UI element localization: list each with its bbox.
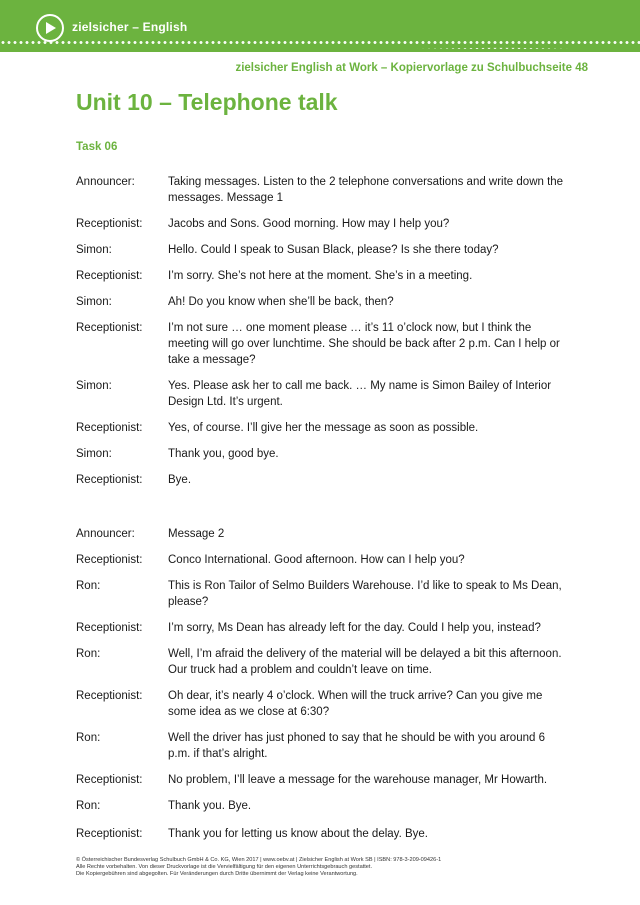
speaker: Receptionist: bbox=[76, 774, 143, 786]
speaker: Receptionist: bbox=[76, 554, 143, 566]
speaker: Receptionist: bbox=[76, 218, 143, 230]
speaker: Receptionist: bbox=[76, 690, 143, 702]
utterance: Ah! Do you know when she’ll be back, then? bbox=[168, 296, 394, 308]
utterance: Oh dear, it’s nearly 4 o’clock. When will the truck arrive? Can you give me some idea as we close at 6:30? bbox=[168, 690, 543, 718]
speaker: Simon: bbox=[76, 448, 112, 460]
utterance: Taking messages. Listen to the 2 telephone conversations and write down the messages. Message 1 bbox=[168, 176, 564, 204]
footer bbox=[76, 857, 596, 878]
utterance: I’m not sure … one moment please … it’s 11 o’clock now, but I think the meeting will go over lunchtime. She should be back after 2 p.m. Can I help or take a message? bbox=[168, 322, 560, 366]
page-title: Unit 10 – Telephone talk bbox=[76, 89, 338, 115]
speaker: Receptionist: bbox=[76, 422, 143, 434]
utterance: Hello. Could I speak to Susan Black, please? Is she there today? bbox=[168, 244, 499, 256]
utterance: I’m sorry, Ms Dean has already left for the day. Could I help you, instead? bbox=[168, 622, 541, 634]
utterance: Thank you, good bye. bbox=[168, 448, 279, 460]
speaker: Receptionist: bbox=[76, 622, 143, 634]
footer-rights: Alle Rechte vorbehalten. Von dieser Druckvorlage ist die Vervielfältigung für den eigenen Unterrichtsgebrauch gestattet. bbox=[76, 864, 373, 870]
speaker: Announcer: bbox=[76, 176, 135, 188]
speaker: Announcer: bbox=[76, 528, 135, 540]
utterance: Thank you for letting us know about the delay. Bye. bbox=[168, 828, 428, 840]
logo-play-icon bbox=[36, 14, 64, 42]
utterance: I’m sorry. She’s not here at the moment. She’s in a meeting. bbox=[168, 270, 473, 282]
brand-name: zielsicher – English bbox=[72, 20, 188, 34]
utterance: Well the driver has just phoned to say that he should be with you around 6 p.m. if that’s alright. bbox=[168, 732, 545, 760]
utterance: Jacobs and Sons. Good morning. How may I help you? bbox=[168, 218, 450, 230]
speaker: Receptionist: bbox=[76, 270, 143, 282]
utterance: Thank you. Bye. bbox=[168, 800, 252, 812]
speaker: Ron: bbox=[76, 648, 101, 660]
speaker: Receptionist: bbox=[76, 474, 143, 486]
speaker: Ron: bbox=[76, 732, 101, 744]
footer-copyright: © Österreichischer Bundesverlag Schulbuch GmbH & Co. KG, Wien 2017 | www.oebv.at | Zielsicher English at Work SB | ISBN: 978-3-209-09426-1 bbox=[76, 857, 442, 863]
speaker: Simon: bbox=[76, 380, 112, 392]
speaker: Simon: bbox=[76, 296, 112, 308]
header-wave bbox=[0, 44, 640, 56]
utterance: Yes. Please ask her to call me back. … My name is Simon Bailey of Interior Design Ltd. It’s urgent. bbox=[168, 380, 552, 408]
footer-disclaimer: Die Kopiergebühren sind abgegolten. Für Veränderungen durch Dritte übernimmt der Verlag keine Verantwortung. bbox=[76, 871, 358, 877]
speaker: Ron: bbox=[76, 580, 101, 592]
utterance: Yes, of course. I’ll give her the message as soon as possible. bbox=[168, 422, 479, 434]
utterance: Bye. bbox=[168, 474, 192, 486]
speaker: Ron: bbox=[76, 800, 101, 812]
utterance: Conco International. Good afternoon. How can I help you? bbox=[168, 554, 465, 566]
speaker: Receptionist: bbox=[76, 828, 143, 840]
utterance: This is Ron Tailor of Selmo Builders Warehouse. I’d like to speak to Ms Dean, please? bbox=[168, 580, 562, 608]
task-label: Task 06 bbox=[76, 141, 118, 153]
utterance: Well, I’m afraid the delivery of the material will be delayed a bit this afternoon. Our truck had a problem and couldn’t leave on time. bbox=[168, 648, 562, 676]
speaker: Receptionist: bbox=[76, 322, 143, 334]
utterance: No problem, I’ll leave a message for the warehouse manager, Mr Howarth. bbox=[168, 774, 548, 786]
page-subtitle: zielsicher English at Work – Kopiervorlage zu Schulbuchseite 48 bbox=[235, 62, 588, 74]
utterance: Message 2 bbox=[168, 528, 225, 540]
speaker: Simon: bbox=[76, 244, 112, 256]
